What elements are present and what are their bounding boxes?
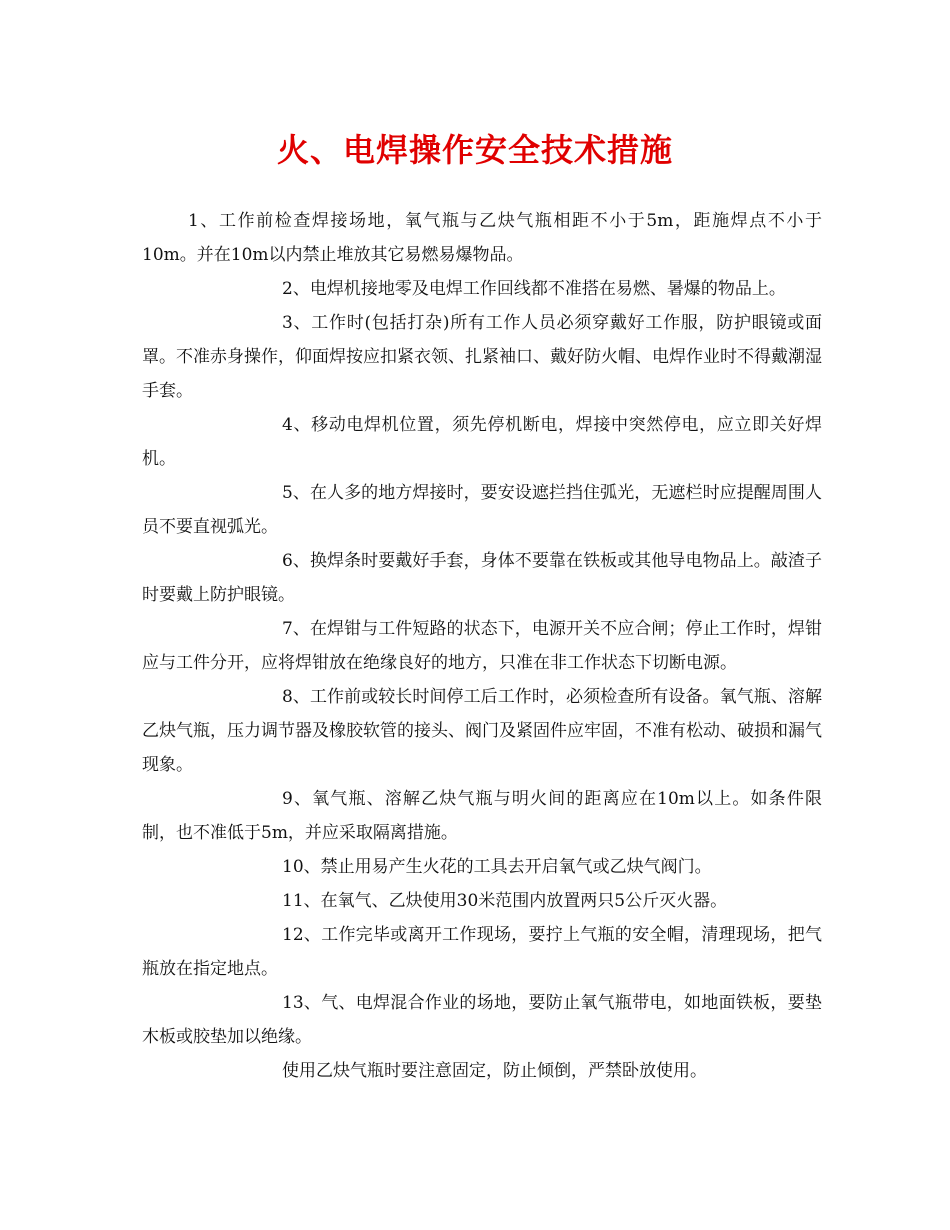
paragraph-4: 4、移动电焊机位置，须先停机断电，焊接中突然停电，应立即关好焊机。 — [142, 415, 822, 469]
paragraph-12: 12、工作完毕或离开工作现场，要拧上气瓶的安全帽，清理现场，把气瓶放在指定地点。 — [142, 925, 822, 979]
paragraph-13: 13、气、电焊混合作业的场地，要防止氧气瓶带电，如地面铁板，要垫木板或胶垫加以绝缘。 — [142, 993, 822, 1047]
document-title: 火、电焊操作安全技术措施 — [276, 131, 673, 169]
paragraph-5: 5、在人多的地方焊接时，要安设遮拦挡住弧光，无遮栏时应提醒周围人员不要直视弧光。 — [142, 483, 822, 537]
paragraph-10: 10、禁止用易产生火花的工具去开启氧气或乙炔气阀门。 — [282, 857, 712, 877]
paragraph-9: 9、氧气瓶、溶解乙炔气瓶与明火间的距离应在10m以上。如条件限制，也不准低于5m，并应采取隔离措施。 — [142, 789, 822, 843]
paragraph-8: 8、工作前或较长时间停工后工作时，必须检查所有设备。氧气瓶、溶解乙炔气瓶，压力调节器及橡胶软管的接头、阀门及紧固件应牢固，不准有松动、破损和漏气现象。 — [142, 687, 822, 775]
paragraph-11: 11、在氧气、乙炔使用30米范围内放置两只5公斤灭火器。 — [282, 891, 728, 911]
paragraph-6: 6、换焊条时要戴好手套，身体不要靠在铁板或其他导电物品上。敲渣子时要戴上防护眼镜。 — [142, 551, 822, 605]
paragraph-2: 2、电焊机接地零及电焊工作回线都不准搭在易燃、暑爆的物品上。 — [282, 279, 786, 299]
paragraph-7: 7、在焊钳与工件短路的状态下，电源开关不应合闸；停止工作时，焊钳应与工件分开，应将焊钳放在绝缘良好的地方，只准在非工作状态下切断电源。 — [142, 619, 822, 673]
paragraph-3: 3、工作时(包括打杂)所有工作人员必须穿戴好工作服，防护眼镜或面罩。不准赤身操作，仰面焊按应扣紧衣领、扎紧袖口、戴好防火帽、电焊作业时不得戴潮湿手套。 — [142, 313, 822, 401]
document-body — [142, 204, 822, 1088]
paragraph-14: 使用乙炔气瓶时要注意固定，防止倾倒，严禁卧放使用。 — [282, 1061, 707, 1081]
paragraph-1: 1、工作前检查焊接场地，氧气瓶与乙炔气瓶相距不小于5m，距施焊点不小于10m。并在10m以内禁止堆放其它易燃易爆物品。 — [142, 211, 822, 265]
